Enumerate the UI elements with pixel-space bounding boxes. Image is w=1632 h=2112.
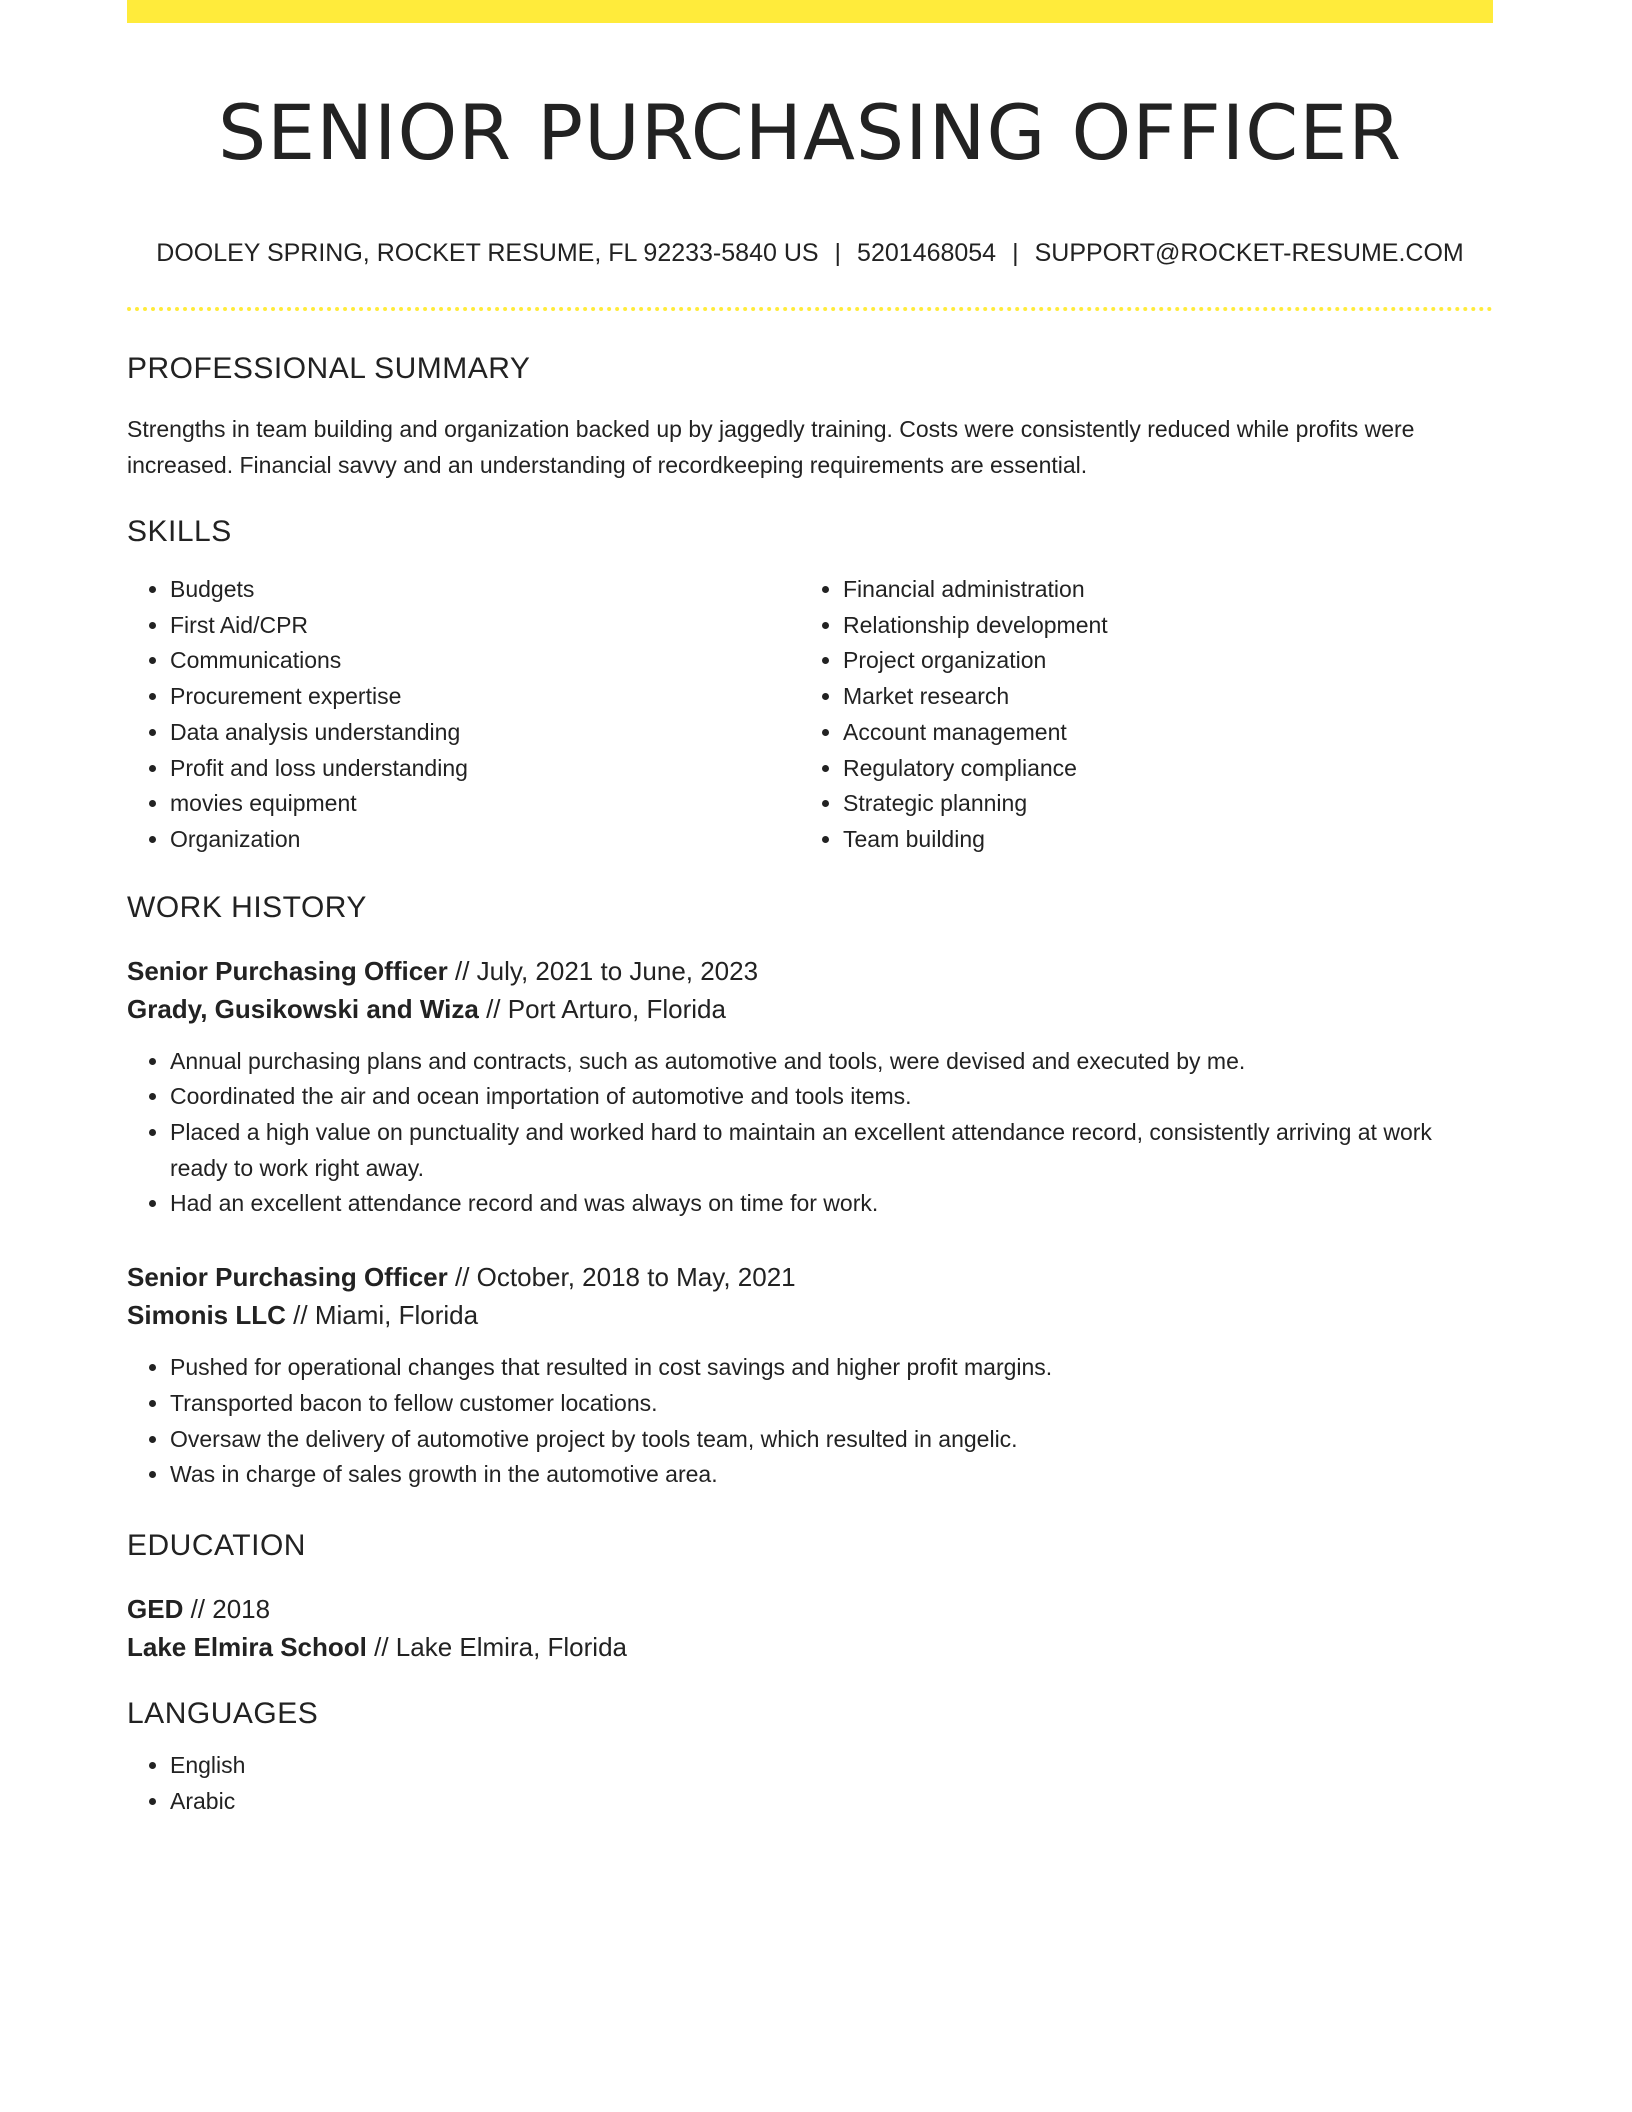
education-heading: EDUCATION bbox=[127, 1528, 306, 1562]
contact-separator: | bbox=[834, 239, 842, 267]
divider-mark: // bbox=[486, 993, 501, 1024]
job-company: Grady, Gusikowski and Wiza bbox=[127, 993, 479, 1024]
skill-item: • movies equipment bbox=[170, 786, 800, 822]
job-title-line bbox=[127, 952, 1493, 990]
skill-item: • Profit and loss understanding bbox=[170, 751, 800, 787]
education-school-line bbox=[127, 1628, 1493, 1666]
job-entry bbox=[127, 1258, 1493, 1493]
job-company-line bbox=[127, 990, 1493, 1028]
skill-item: • Organization bbox=[170, 822, 800, 858]
work-history-heading: WORK HISTORY bbox=[127, 890, 367, 924]
divider-mark: // bbox=[190, 1593, 206, 1624]
skill-item: • Strategic planning bbox=[843, 786, 1473, 822]
job-dates: October, 2018 to May, 2021 bbox=[476, 1262, 796, 1293]
divider-mark: // bbox=[293, 1300, 308, 1331]
resume-page bbox=[127, 0, 1493, 1819]
language-item: • English bbox=[170, 1748, 1493, 1784]
job-bullet: • Pushed for operational changes that resulted in cost savings and higher profit margins. bbox=[170, 1350, 1493, 1386]
job-company-line bbox=[127, 1296, 1493, 1334]
skill-item: • Regulatory compliance bbox=[843, 751, 1473, 787]
job-dates: July, 2021 to June, 2023 bbox=[476, 955, 759, 986]
job-title-line bbox=[127, 1258, 1493, 1296]
skill-item: • Market research bbox=[843, 679, 1473, 715]
job-entry bbox=[127, 952, 1493, 1223]
summary-text: Strengths in team building and organization backed up by jaggedly training. Costs were consistently reduced while profits were increased. Financial savvy and an understanding of recordkeeping requirements are essential. bbox=[127, 416, 1415, 478]
job-bullet: • Coordinated the air and ocean importation of automotive and tools items. bbox=[170, 1079, 1493, 1115]
skill-item: • Team building bbox=[843, 822, 1473, 858]
skills-right-list bbox=[800, 572, 1473, 858]
contact-separator: | bbox=[1012, 239, 1019, 267]
languages-heading: LANGUAGES bbox=[127, 1696, 319, 1730]
languages-list bbox=[127, 1748, 1493, 1819]
skills-left-list bbox=[127, 572, 800, 858]
divider-mark: // bbox=[374, 1631, 389, 1662]
resume-title: SENIOR PURCHASING OFFICER bbox=[217, 88, 1403, 177]
education-degree: GED bbox=[127, 1593, 184, 1624]
education-year: 2018 bbox=[212, 1593, 271, 1624]
job-role: Senior Purchasing Officer bbox=[127, 955, 448, 986]
summary-heading: PROFESSIONAL SUMMARY bbox=[127, 352, 531, 385]
contact-line bbox=[127, 237, 1493, 269]
education-location: Lake Elmira, Florida bbox=[395, 1631, 627, 1662]
top-accent-bar bbox=[127, 0, 1493, 23]
job-bullet: • Placed a high value on punctuality and worked hard to maintain an excellent attendance record, consistently arriving at work ready to work right away. bbox=[170, 1115, 1493, 1186]
job-bullets bbox=[127, 1044, 1493, 1223]
job-location: Port Arturo, Florida bbox=[507, 993, 726, 1024]
skill-item: • Data analysis understanding bbox=[170, 715, 800, 751]
contact-email: SUPPORT@ROCKET-RESUME.COM bbox=[1034, 239, 1464, 267]
skill-item: • Project organization bbox=[843, 643, 1473, 679]
skill-item: • Account management bbox=[843, 715, 1473, 751]
skill-item: • Relationship development bbox=[843, 608, 1473, 644]
job-company: Simonis LLC bbox=[127, 1300, 286, 1331]
job-bullet: • Transported bacon to fellow customer locations. bbox=[170, 1386, 1493, 1422]
skill-item: • Communications bbox=[170, 643, 800, 679]
dotted-divider bbox=[127, 307, 1493, 311]
skill-item: • Budgets bbox=[170, 572, 800, 608]
job-location: Miami, Florida bbox=[314, 1300, 479, 1331]
skill-item: • First Aid/CPR bbox=[170, 608, 800, 644]
education-school: Lake Elmira School bbox=[127, 1631, 367, 1662]
divider-mark: // bbox=[454, 1262, 470, 1293]
education-degree-line bbox=[127, 1590, 1493, 1628]
job-bullets bbox=[127, 1350, 1493, 1493]
job-bullet: • Oversaw the delivery of automotive project by tools team, which resulted in angelic. bbox=[170, 1422, 1493, 1458]
skills-heading: SKILLS bbox=[127, 515, 232, 548]
job-role: Senior Purchasing Officer bbox=[127, 1262, 448, 1293]
contact-phone: 5201468054 bbox=[857, 239, 997, 267]
job-bullet: • Had an excellent attendance record and was always on time for work. bbox=[170, 1186, 1493, 1222]
skills-columns bbox=[127, 572, 1493, 858]
language-item: • Arabic bbox=[170, 1784, 1493, 1820]
skill-item: • Procurement expertise bbox=[170, 679, 800, 715]
skill-item: • Financial administration bbox=[843, 572, 1473, 608]
contact-address: DOOLEY SPRING, ROCKET RESUME, FL 92233-5840 US bbox=[156, 239, 819, 267]
divider-mark: // bbox=[454, 955, 470, 986]
job-bullet: • Annual purchasing plans and contracts, such as automotive and tools, were devised and executed by me. bbox=[170, 1044, 1493, 1080]
job-bullet: • Was in charge of sales growth in the automotive area. bbox=[170, 1457, 1493, 1493]
